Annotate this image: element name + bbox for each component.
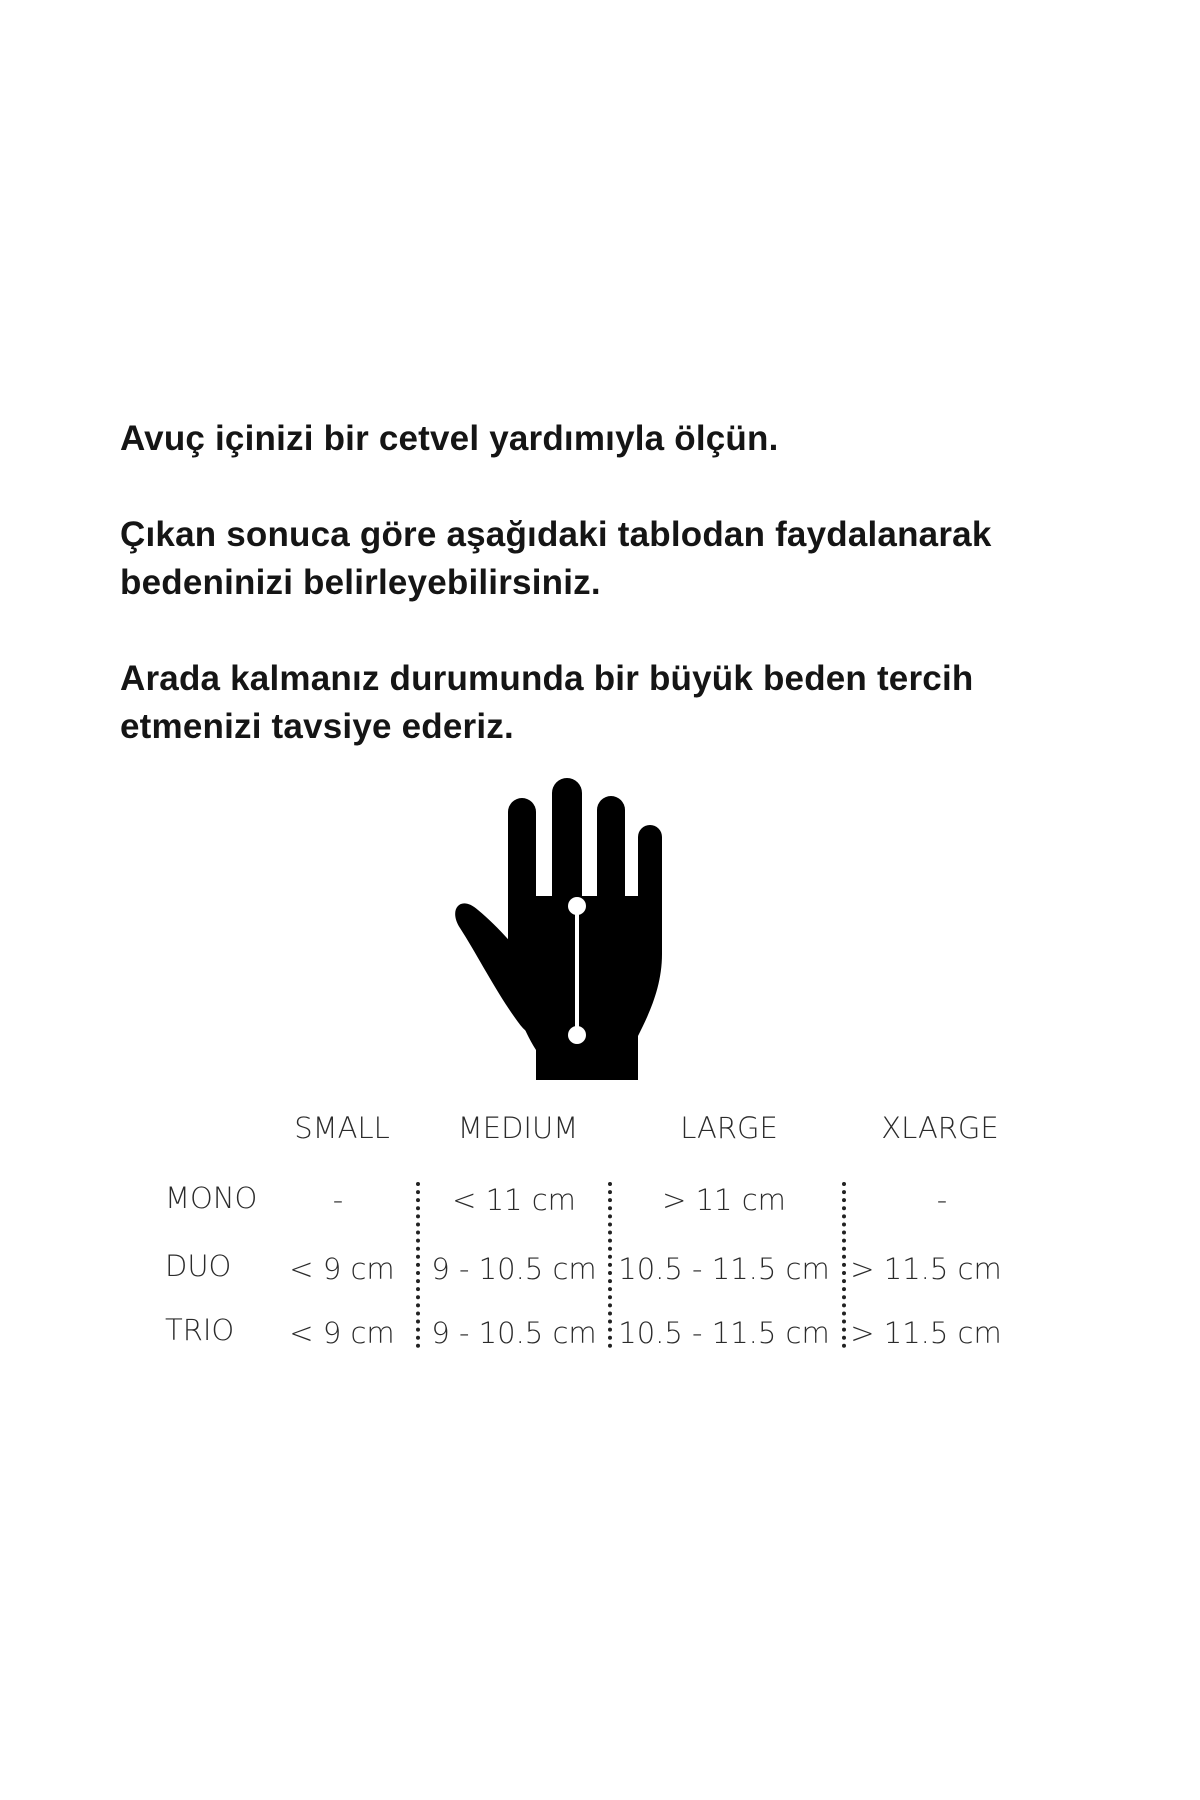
column-separator [842,1182,846,1348]
hand-measure-icon [452,778,682,1080]
table-cell: < 9 cm [289,1316,395,1350]
table-cell: 9 - 10.5 cm [431,1252,597,1286]
instructions [120,415,1080,751]
row-label-mono: MONO [165,1181,258,1215]
table-cell: > 11 cm [662,1183,786,1217]
table-cell: > 11.5 cm [850,1252,1002,1286]
table-cell: 10.5 - 11.5 cm [618,1252,830,1286]
size-table [0,1100,1200,1380]
column-header-small: SMALL [294,1111,390,1145]
table-cell: 10.5 - 11.5 cm [618,1316,830,1350]
table-cell: < 11 cm [452,1183,576,1217]
instruction-measure-line-1: Avuç içinizi bir cetvel yardımıyla ölçün. [120,419,779,458]
table-cell: 9 - 10.5 cm [431,1316,597,1350]
instruction-table-line-1: Çıkan sonuca göre aşağıdaki tablodan faydalanarak [120,515,992,554]
instruction-advice-line-1: Arada kalmanız durumunda bir büyük beden tercih [120,659,974,698]
row-label-duo: DUO [165,1249,232,1283]
table-cell: > 11.5 cm [850,1316,1002,1350]
column-header-large: LARGE [680,1111,778,1145]
column-separator [416,1182,420,1348]
column-header-xlarge: XLARGE [881,1111,999,1145]
instruction-advice [120,655,1080,751]
column-header-medium: MEDIUM [457,1111,579,1145]
table-cell: - [332,1183,344,1217]
measure-point-top [568,897,586,915]
instruction-table-line-2: bedeninizi belirleyebilirsiniz. [120,563,601,602]
table-cell: - [936,1183,948,1217]
table-cell: < 9 cm [289,1252,395,1286]
column-separator [608,1182,612,1348]
instruction-advice-line-2: etmenizi tavsiye ederiz. [120,707,514,746]
row-label-trio: TRIO [165,1313,235,1347]
hand-silhouette [455,778,662,1080]
measure-point-bottom [568,1026,586,1044]
instruction-table [120,511,1080,607]
instruction-measure [120,415,1080,463]
